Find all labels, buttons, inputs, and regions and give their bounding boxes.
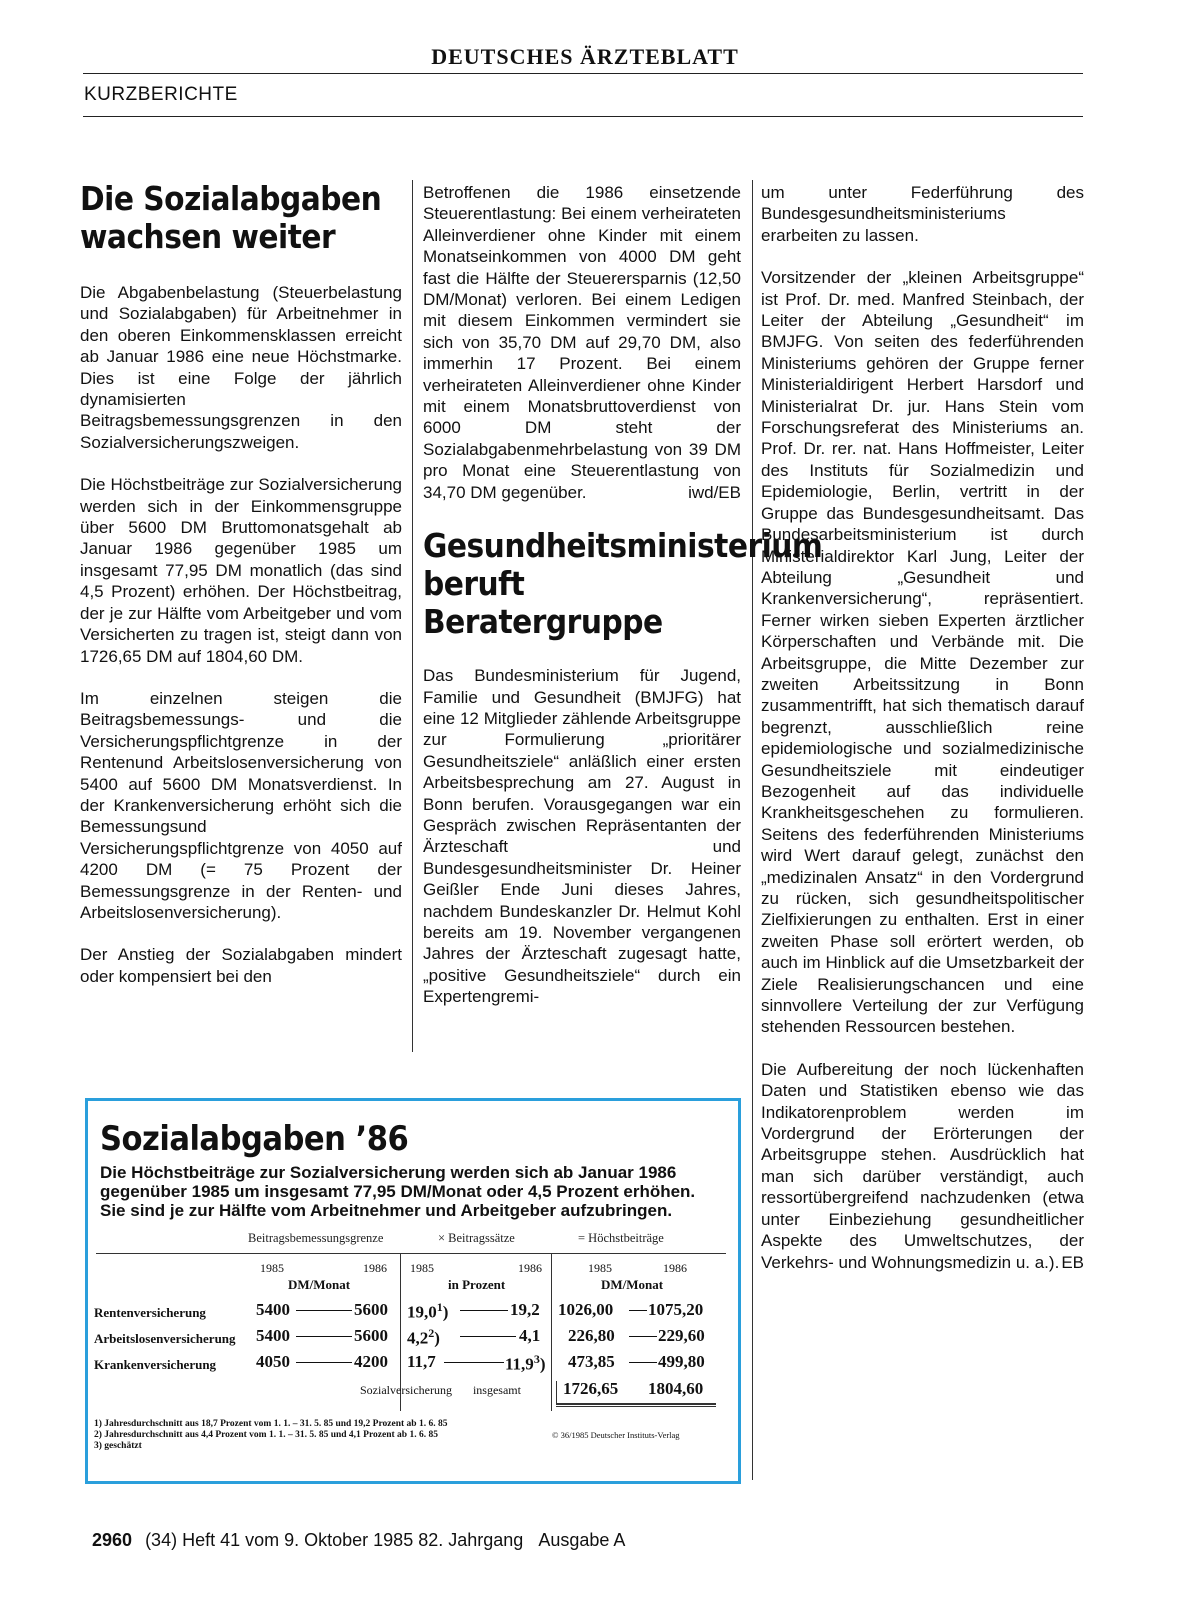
- footnote-ref: 3: [533, 1352, 540, 1366]
- table-divider: [556, 1381, 557, 1403]
- headline-line: wachsen weiter: [80, 217, 336, 256]
- year-header: 1985: [410, 1261, 434, 1275]
- range-dash: [296, 1310, 352, 1311]
- header-rule: [83, 73, 1083, 74]
- cell: 473,85: [568, 1352, 615, 1371]
- total-label: Sozialversicherung insgesamt: [360, 1383, 521, 1397]
- info-box: [85, 1098, 741, 1484]
- cell: 229,60: [658, 1326, 705, 1345]
- cell: 19,0$^1$): [407, 1300, 449, 1322]
- page-number: 2960: [92, 1530, 133, 1550]
- column-1: [80, 180, 402, 1008]
- group-header: × Beitragssätze: [438, 1231, 515, 1245]
- author-signature: EB: [1061, 1252, 1084, 1272]
- paragraph: Das Bundesministerium für Jugend, Familie und Gesundheit (BMJFG) hat eine 12 Mitglieder zählende Arbeitsgruppe zur Formulierung „prioritärer Gesundheitsziele“ anläßlich einer ersten Arbeitsbesprechung am 27. August in Bonn berufen. Vorausgegangen war ein Gespräch zwischen Repräsentanten der Ärzteschaft und Bundesgesundheitsminister Dr. Heiner Geißler Ende Juni dieses Jahres, nachdem Bundeskanzler Dr. Helmut Kohl bereits am 19. November vergangenen Jahres der Ärzteschaft zugesagt hatte, „positive Gesundheitsziele“ durch ein Expertengremi-: [423, 666, 741, 1007]
- range-dash: [444, 1362, 504, 1363]
- cell: 5400: [256, 1326, 290, 1345]
- column-divider: [412, 180, 413, 1052]
- total-cell: 1804,60: [648, 1379, 704, 1398]
- contribution-table: [88, 1101, 738, 1481]
- table-rule: [96, 1253, 726, 1254]
- row-label: Rentenversicherung: [94, 1305, 206, 1320]
- cell-value: 11,9: [505, 1354, 534, 1374]
- year-header: 1986: [363, 1261, 387, 1275]
- group-header: Beitragsbemessungsgrenze: [248, 1231, 384, 1245]
- total-cell: 1726,65: [563, 1379, 619, 1398]
- cell-value: 19,0: [407, 1302, 437, 1322]
- cell: 4200: [354, 1352, 388, 1371]
- box-subtitle: Die Höchstbeiträge zur Sozialversicherung werden sich ab Januar 1986 gegenüber 1985 um insgesamt 77,95 DM/Monat oder 4,5 Prozent erhöhen. Sie sind je zur Hälfte vom Arbeitnehmer und Arbeitgeber aufzubringen.: [100, 1163, 696, 1220]
- paragraph: Der Anstieg der Sozialabgaben mindert oder kompensiert bei den: [80, 945, 402, 986]
- box-title: Sozialabgaben ’86: [100, 1119, 409, 1159]
- table-divider: [551, 1253, 552, 1411]
- paragraph: Die Höchstbeiträge zur Sozialversicherung werden sich in der Einkommensgruppe über 5600 DM Bruttomonatsgehalt ab Januar 1986 gegenüber 1985 um insgesamt 77,95 DM monatlich (das sind 4,5 Prozent) erhöhen. Der Höchstbeitrag, der je zur Hälfte vom Arbeitgeber und vom Versicherten zu tragen ist, steigt dann von 1726,65 DM auf 1804,60 DM.: [80, 475, 402, 666]
- range-dash: [629, 1362, 657, 1363]
- cell: 226,80: [568, 1326, 615, 1345]
- range-dash: [629, 1336, 657, 1337]
- headline-line: beruft Beratergruppe: [423, 564, 663, 642]
- cell: 11,7: [407, 1352, 436, 1371]
- article-1-headline: [80, 180, 402, 256]
- footnote-ref: 2: [428, 1326, 435, 1340]
- cell: 1026,00: [558, 1300, 614, 1319]
- cell: 4050: [256, 1352, 290, 1371]
- footnote: 2) Jahresdurchschnitt aus 4,4 Prozent vom 1. 1. – 31. 5. 85 und 4,1 Prozent ab 1. 6. 85: [94, 1430, 438, 1440]
- footnote: 1) Jahresdurchschnitt aus 18,7 Prozent vom 1. 1. – 31. 5. 85 und 19,2 Prozent ab 1. 6. 85: [94, 1419, 448, 1429]
- range-dash: [296, 1336, 352, 1337]
- paragraph: Im einzelnen steigen die Beitragsbemessungs- und die Versicherungspflichtgrenze in der Rentenund Arbeitslosenversicherung von 5400 auf 5600 DM Monatsverdienst. In der Krankenversicherung erhöht sich die Bemessungsund Versicherungspflichtgrenze von 4050 auf 4200 DM (= 75 Prozent der Bemessungsgrenze in der Renten- und Arbeitslosenversicherung).: [80, 688, 402, 922]
- row-label: Arbeitslosenversicherung: [94, 1331, 236, 1346]
- range-dash: [460, 1310, 508, 1311]
- masthead: DEUTSCHES ÄRZTEBLATT: [431, 44, 739, 69]
- range-dash: [460, 1336, 516, 1337]
- paragraph-text: Die Aufbereitung der noch lückenhaften Daten und Statistiken ebenso wie das Indikatorenproblem werden im Vordergrund der Erörterungen der Arbeitsgruppe stehen. Ausdrücklich hat man sich darüber verständigt, auch ressortübergreifend nachzudenken (etwa unter Einbeziehung gesundheitlicher Aspekte des Umweltschutzes, der Verkehrs- und Wohnungsmedizin u. a.).: [761, 1059, 1084, 1272]
- cell: 1075,20: [648, 1300, 704, 1319]
- paragraph: Die Abgabenbelastung (Steuerbelastung und Sozialabgaben) für Arbeitnehmer in den oberen Einkommensklassen erreicht ab Januar 1986 eine neue Höchstmarke. Dies ist eine Folge der jährlich dynamisierten Beitragsbemessungsgrenzen in den Sozialversicherungszweigen.: [80, 283, 402, 452]
- column-2: [423, 182, 823, 1029]
- footnote-ref: 1: [436, 1300, 443, 1314]
- paragraph: [761, 1059, 1084, 1273]
- column-divider: [752, 180, 753, 1480]
- paragraph: Vorsitzender der „kleinen Arbeitsgruppe“ ist Prof. Dr. med. Manfred Steinbach, der Leiter der Abteilung „Gesundheit“ im BMJFG. Von seiten des federführenden Ministeriums gehören der Gruppe ferner Ministerialdirigent Herbert Harsdorf und Ministerialrat Dr. jur. Hans Stein vom Forschungsreferat des Ministeriums an. Prof. Dr. rer. nat. Hans Hoffmeister, Leiter des Instituts für Sozialmedizin und Epidemiologie, Berlin, vertritt in der Gruppe das Bundesgesundheitsamt. Das Bundesarbeitsministerium ist durch Ministerialdirektor Karl Jung, Leiter der Abteilung „Gesundheit und Krankenversicherung“, repräsentiert. Ferner wirken sieben Experten ärztlicher Körperschaften und Verbände mit. Die Arbeitsgruppe, die Mitte Dezember zur zweiten Arbeitssitzung in Bonn zusammentrifft, hat sich thematisch darauf begrenzt, ausschließlich reine epidemiologische und sozialmedizinische Gesundheitsziele mit eindeutiger Bezogenheit auf das individuelle Krankheitsgeschehen zu formulieren. Seitens des federführenden Ministeriums wird Wert darauf gelegt, zunächst den „medizinalen Ansatz“ in den Vordergrund zu rücken, sich gesundheitspolitischer Zielfixierungen zu enthalten. Erst in einer zweiten Phase soll erörtert werden, ob auch im Hinblick auf die Umsetzbarkeit der Ziele Realisierungschancen und eine sinnvollere Verteilung der zur Verfügung stehenden Ressourcen bestehen.: [761, 268, 1084, 1037]
- range-dash: [296, 1362, 352, 1363]
- cell-value: 4,2: [407, 1328, 429, 1348]
- column-3: [761, 182, 1084, 1294]
- paragraph: um unter Federführung des Bundesgesundheitsministeriums erarbeiten zu lassen.: [761, 183, 1084, 245]
- headline-line: Die Sozialabgaben: [80, 179, 382, 218]
- year-header: 1985: [588, 1261, 612, 1275]
- unit-header: in Prozent: [448, 1277, 506, 1292]
- cell: 5400: [256, 1300, 290, 1319]
- cell: 5600: [354, 1300, 388, 1319]
- row-label: Krankenversicherung: [94, 1357, 217, 1372]
- cell: 11,9$^3$): [505, 1352, 546, 1374]
- cell: 499,80: [658, 1352, 705, 1371]
- paragraph-text: Betroffenen die 1986 einsetzende Steuerentlastung: Bei einem verheirateten Alleinverdiener ohne Kinder mit einem Monatseinkommen von 4000 DM geht fast die Hälfte der Steuerersparnis (12,50 DM/Monat) verloren. Bei einem Ledigen mit diesem Einkommen vermindert sie sich von 35,70 DM auf 29,70 DM, also immerhin 17 Prozent. Bei einem verheirateten Alleinverdiener ohne Kinder mit einem Monatsbruttoverdienst von 6000 DM steht der Sozialabgabenmehrbelastung von 39 DM pro Monat eine Steuerentlastung von 34,70 DM gegenüber.: [423, 183, 741, 502]
- author-signature: iwd/EB: [688, 482, 741, 502]
- article-2-headline: [423, 526, 823, 642]
- unit-header: DM/Monat: [288, 1277, 351, 1292]
- year-header: 1985: [260, 1261, 284, 1275]
- cell: 5600: [354, 1326, 388, 1345]
- edition-label: Ausgabe A: [538, 1530, 626, 1550]
- cell: 19,2: [510, 1300, 540, 1319]
- cell: 4,1: [519, 1326, 541, 1345]
- section-rule: [83, 116, 1083, 117]
- year-header: 1986: [518, 1261, 542, 1275]
- footnote: 3) geschätzt: [94, 1441, 142, 1451]
- year-header: 1986: [663, 1261, 687, 1275]
- page-footer: [92, 1530, 625, 1551]
- copyright-credit: © 36/1985 Deutscher Instituts-Verlag: [552, 1430, 680, 1440]
- total-rule: [556, 1406, 716, 1407]
- group-header: = Höchstbeiträge: [578, 1231, 664, 1245]
- cell: $4,2^2$): [407, 1326, 440, 1348]
- section-label: KURZBERICHTE: [84, 84, 238, 105]
- issue-info: (34) Heft 41 vom 9. Oktober 1985 82. Jahrgang: [145, 1530, 524, 1550]
- paragraph: [423, 182, 741, 503]
- headline-line: Gesundheitsministerium: [423, 526, 823, 566]
- range-dash: [629, 1310, 647, 1311]
- unit-header: DM/Monat: [601, 1277, 664, 1292]
- total-rule: [556, 1403, 716, 1405]
